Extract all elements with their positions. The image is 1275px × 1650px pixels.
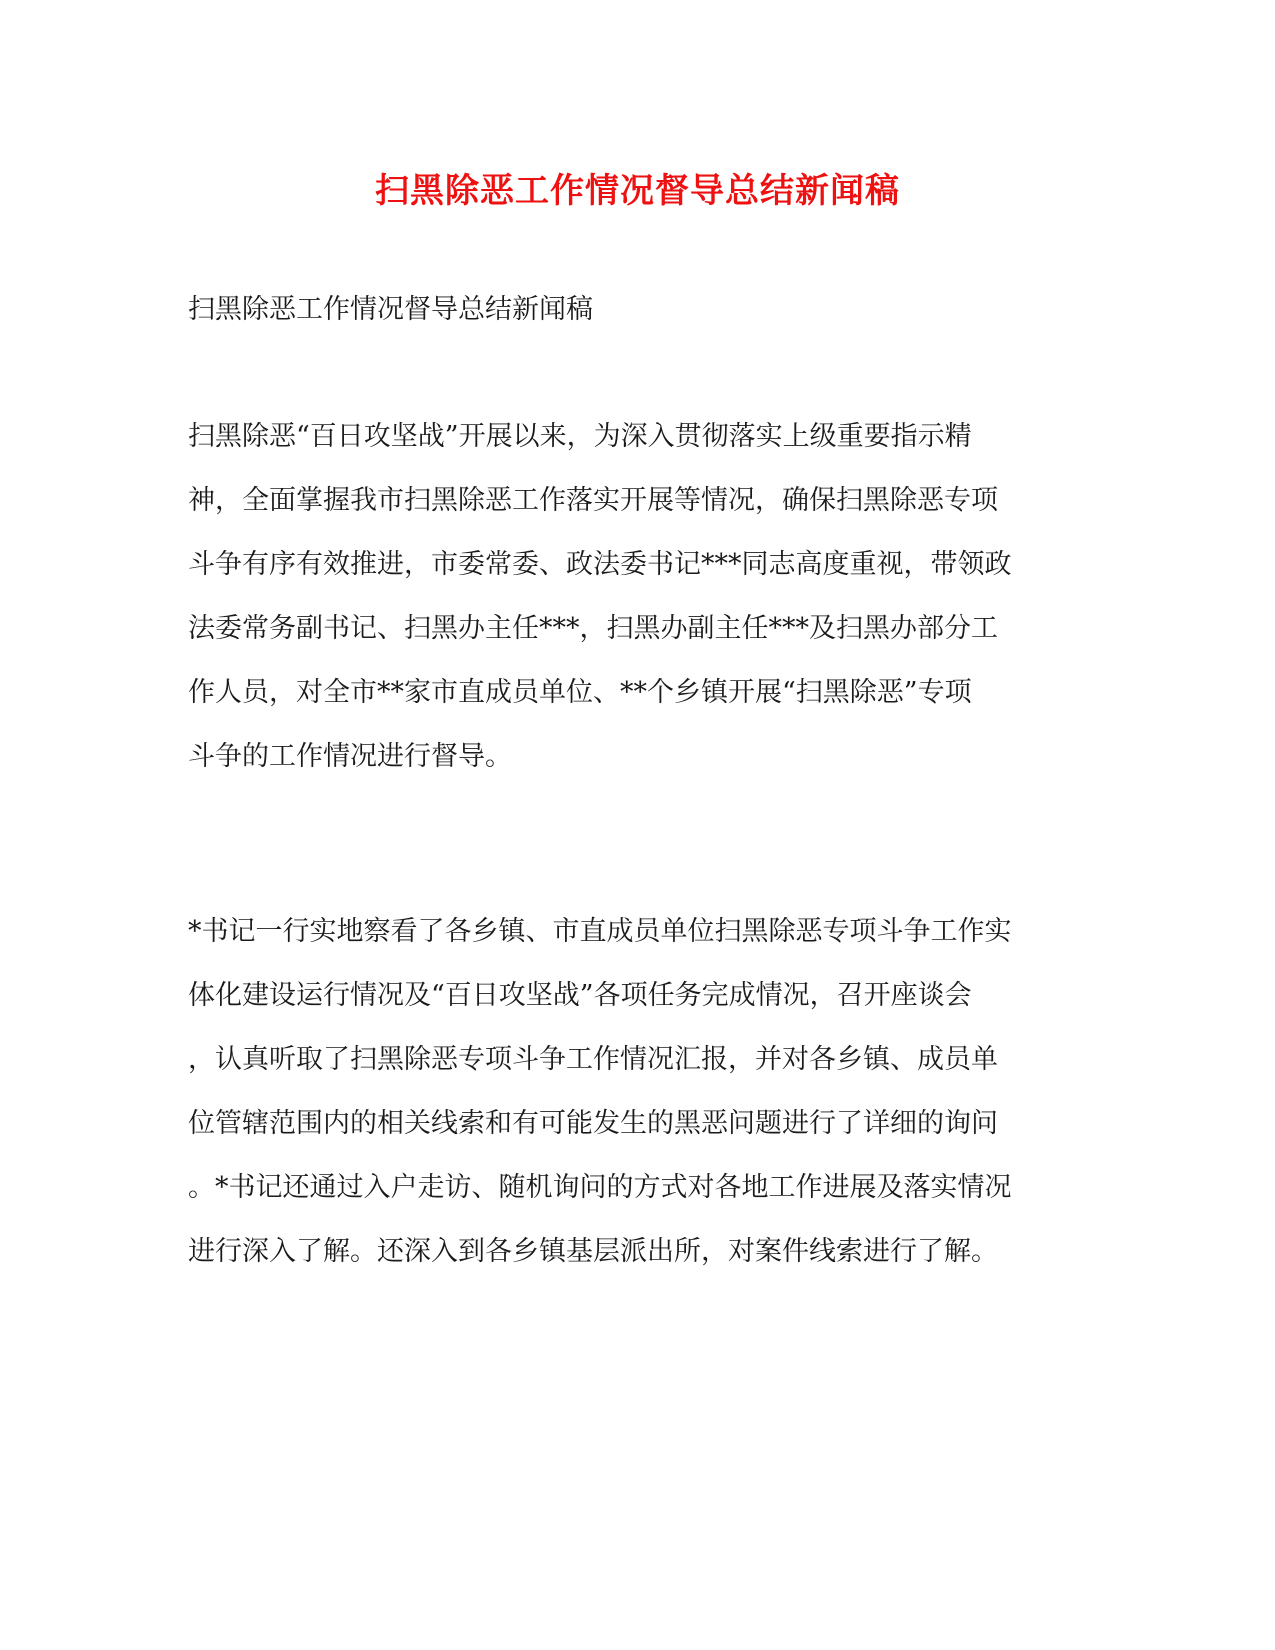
paragraph-line: 体化建设运行情况及“百日攻坚战”各项任务完成情况，召开座谈会 <box>188 980 972 1011</box>
paragraph-line: 位管辖范围内的相关线索和有可能发生的黑恶问题进行了详细的询问 <box>188 1108 998 1139</box>
paragraph-line: 作人员，对全市**家市直成员单位、**个乡镇开展“扫黑除恶”专项 <box>188 677 972 708</box>
paragraph-line: *书记一行实地察看了各乡镇、市直成员单位扫黑除恶专项斗争工作实 <box>188 916 1012 947</box>
document-subtitle: 扫黑除恶工作情况督导总结新闻稿 <box>188 294 593 325</box>
paragraph-line: ，认真听取了扫黑除恶专项斗争工作情况汇报，并对各乡镇、成员单 <box>188 1044 998 1075</box>
paragraph-line: 进行深入了解。还深入到各乡镇基层派出所，对案件线索进行了解。 <box>188 1236 998 1267</box>
paragraph-1 <box>188 405 1012 789</box>
paragraph-line: 法委常务副书记、扫黑办主任***，扫黑办副主任***及扫黑办部分工 <box>188 613 998 644</box>
paragraph-line: 斗争的工作情况进行督导。 <box>188 741 512 772</box>
paragraph-line: 扫黑除恶“百日攻坚战”开展以来，为深入贯彻落实上级重要指示精 <box>188 421 972 452</box>
document-title: 扫黑除恶工作情况督导总结新闻稿 <box>375 171 900 211</box>
paragraph-line: 。*书记还通过入户走访、随机询问的方式对各地工作进展及落实情况 <box>188 1172 1012 1203</box>
paragraph-line: 斗争有序有效推进，市委常委、政法委书记***同志高度重视，带领政 <box>188 549 1012 580</box>
paragraph-2 <box>188 900 1012 1284</box>
paragraph-line: 神，全面掌握我市扫黑除恶工作落实开展等情况，确保扫黑除恶专项 <box>188 485 998 516</box>
